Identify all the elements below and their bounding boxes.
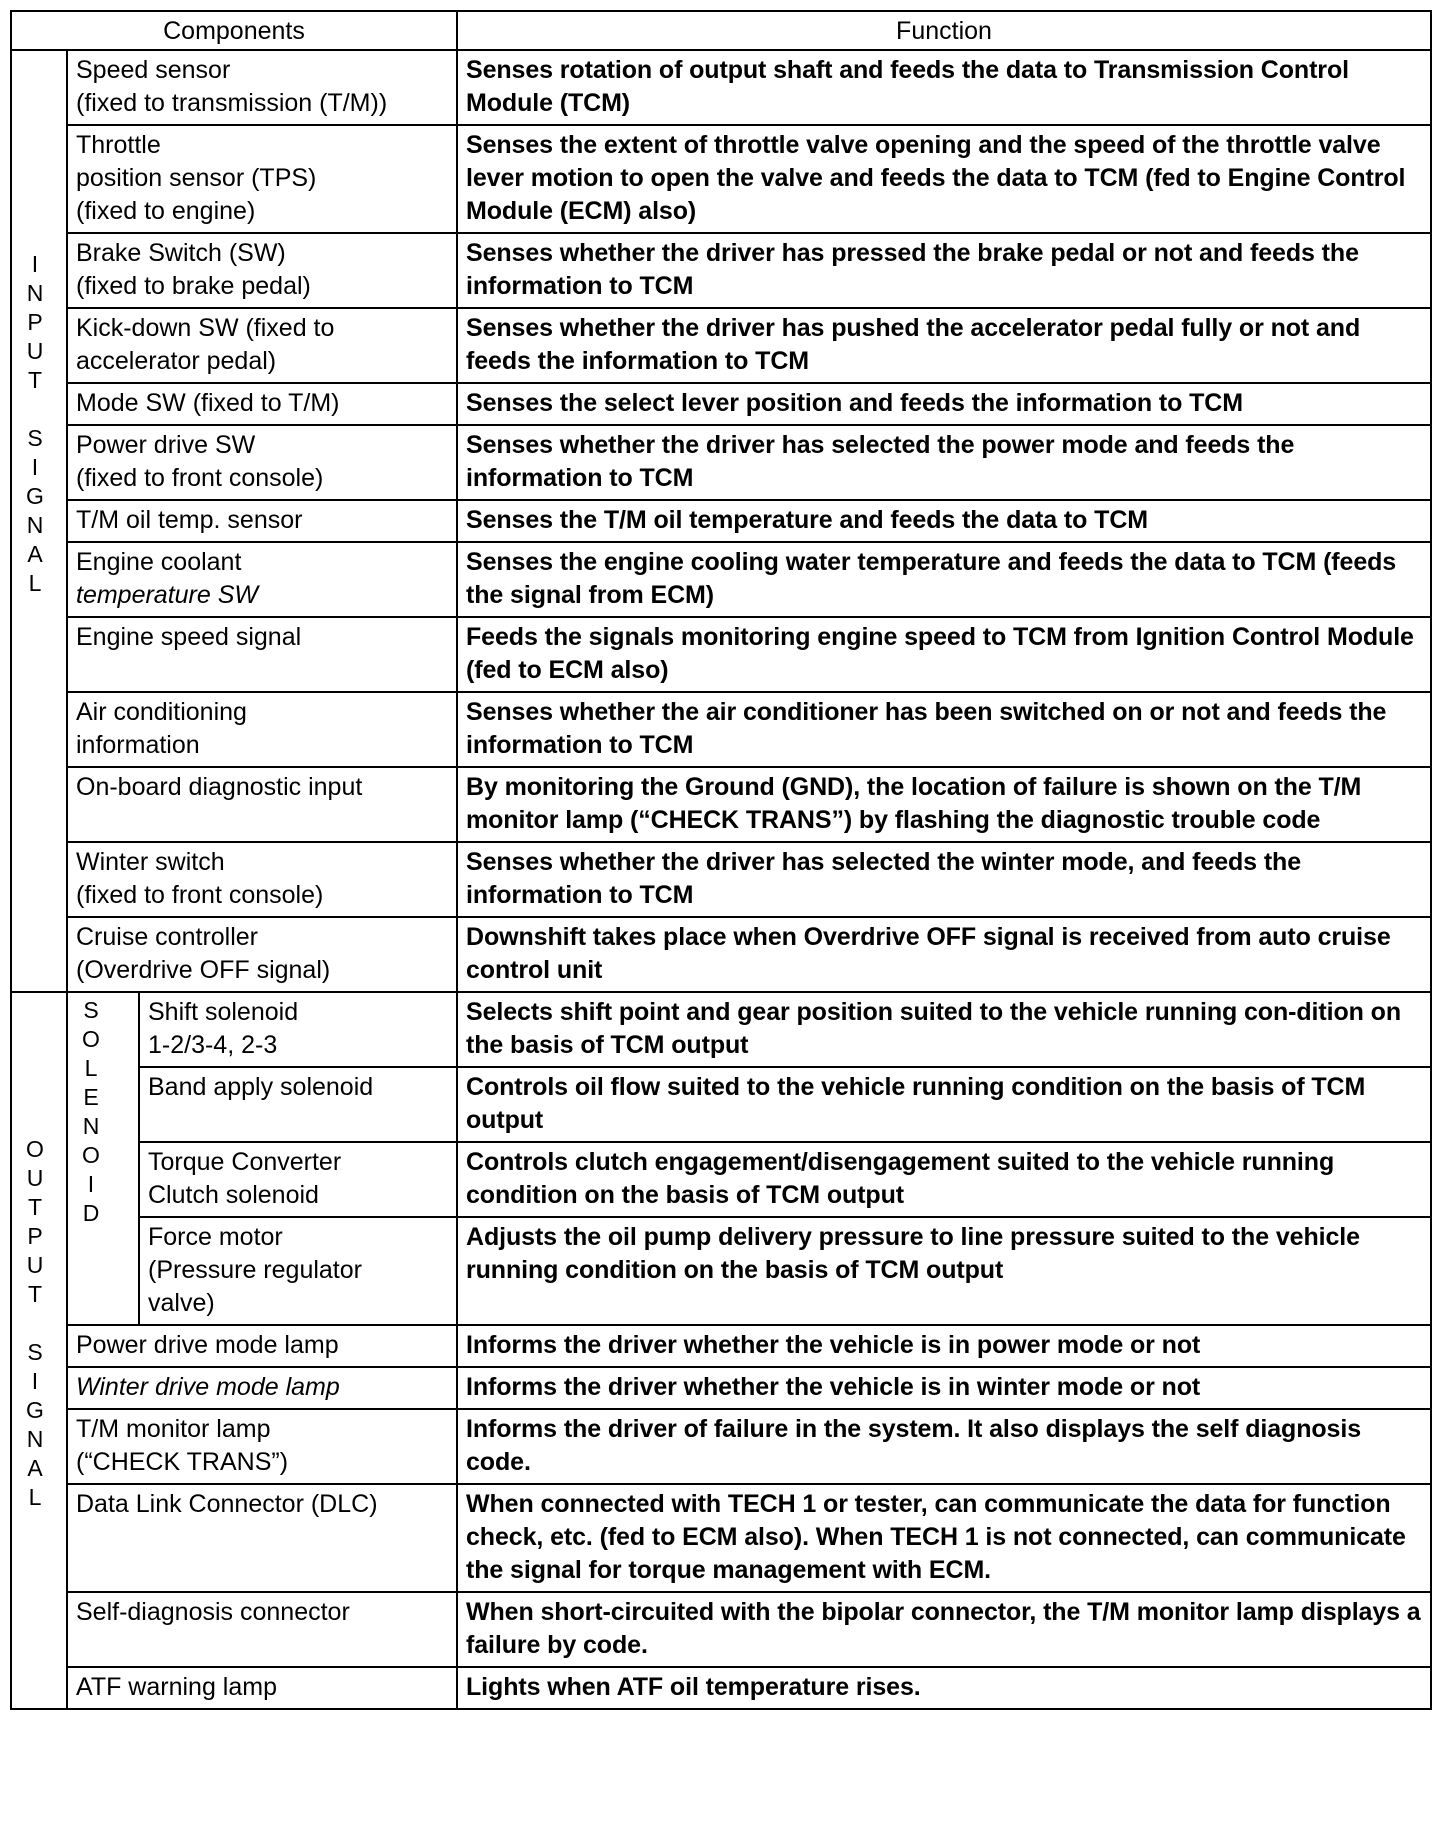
vertical-letter: N [82,1113,100,1139]
vertical-letter: U [26,1252,44,1278]
header-function: Function [457,11,1431,50]
function-cell: Adjusts the oil pump delivery pressure to line pressure suited to the vehicle running condition on the basis of TCM output [457,1217,1431,1325]
component-line: Air conditioning [76,698,247,726]
component-line: (Overdrive OFF signal) [76,956,331,984]
component-cell [139,992,457,1067]
vertical-letter: D [82,1200,100,1226]
component-cell [67,917,457,992]
vertical-letter: T [27,367,43,393]
component-line: Force motor [148,1223,283,1251]
function-cell: Senses whether the driver has pressed the brake pedal or not and feeds the information to TCM [457,233,1431,308]
component-line: information [76,731,200,759]
component-cell [67,542,457,617]
component-line: Self-diagnosis connector [76,1598,350,1626]
component-cell [67,1484,457,1592]
function-cell: Senses the T/M oil temperature and feeds the data to TCM [457,500,1431,542]
table-row [11,1325,1431,1367]
table-row [11,1592,1431,1667]
vertical-letter: L [28,570,42,596]
vertical-letter: T [27,1281,43,1307]
function-cell: Selects shift point and gear position suited to the vehicle running con-dition on the basis of TCM output [457,992,1431,1067]
table-row [11,617,1431,692]
vertical-letter: I [31,454,39,480]
vertical-letter: L [28,1484,42,1510]
table-row [11,917,1431,992]
table-row [11,1667,1431,1709]
component-cell [67,1667,457,1709]
component-line: position sensor (TPS) [76,164,317,192]
vertical-letter: E [83,1084,99,1110]
component-cell [139,1217,457,1325]
component-cell [67,500,457,542]
component-line: Clutch solenoid [148,1181,319,1209]
component-line: Winter switch [76,848,225,876]
component-line: Cruise controller [76,923,259,951]
vertical-label [20,1135,50,1512]
vertical-letter: N [26,1426,44,1452]
vertical-letter: A [27,1455,43,1481]
function-cell: Lights when ATF oil temperature rises. [457,1667,1431,1709]
vertical-letter: G [26,483,44,509]
component-line: T/M monitor lamp [76,1415,271,1443]
vertical-letter: I [31,1368,39,1394]
table-row [11,542,1431,617]
solenoid-label [67,992,139,1325]
vertical-letter: O [82,1026,100,1052]
table-row [11,425,1431,500]
component-line: Kick-down SW (fixed to [76,314,335,342]
component-line: T/M oil temp. sensor [76,506,303,534]
component-line: Torque Converter [148,1148,342,1176]
component-line: accelerator pedal) [76,347,277,375]
component-line: Speed sensor [76,56,231,84]
function-cell: Senses whether the air conditioner has been switched on or not and feeds the information to TCM [457,692,1431,767]
component-cell [139,1142,457,1217]
vertical-letter: S [83,997,99,1023]
component-line: On-board diagnostic input [76,773,363,801]
component-line: Power drive SW [76,431,256,459]
component-line: Band apply solenoid [148,1073,374,1101]
component-line: (fixed to front console) [76,881,324,909]
component-cell [67,233,457,308]
table-row [11,1142,1431,1217]
component-line: (“CHECK TRANS”) [76,1448,289,1476]
vertical-letter [20,395,50,424]
component-line: (fixed to transmission (T/M)) [76,89,388,117]
component-line: Engine coolant [76,548,242,576]
function-cell: Informs the driver whether the vehicle is in power mode or not [457,1325,1431,1367]
function-cell: Senses whether the driver has selected the power mode and feeds the information to TCM [457,425,1431,500]
table-row [11,842,1431,917]
component-line: Winter drive mode lamp [76,1373,340,1401]
page [10,10,1432,1710]
component-cell [67,383,457,425]
component-line: temperature SW [76,581,259,609]
vertical-letter: A [27,541,43,567]
header-components: Components [11,11,457,50]
function-cell: Feeds the signals monitoring engine speed to TCM from Ignition Control Module (fed to ECM also) [457,617,1431,692]
table-row [11,992,1431,1067]
vertical-letter: S [27,1339,43,1365]
table-row [11,308,1431,383]
component-line: (fixed to brake pedal) [76,272,311,300]
vertical-letter: P [27,309,43,335]
table-row [11,767,1431,842]
table-row [11,383,1431,425]
component-line: 1-2/3-4, 2-3 [148,1031,278,1059]
output-signal-label [11,992,67,1709]
table-row [11,233,1431,308]
component-line: valve) [148,1289,215,1317]
component-line: Mode SW (fixed to T/M) [76,389,340,417]
vertical-label [76,996,106,1228]
table-row [11,1217,1431,1325]
component-cell [67,1592,457,1667]
component-line: Shift solenoid [148,998,299,1026]
function-cell: Senses rotation of output shaft and feeds the data to Transmission Control Module (TCM) [457,50,1431,125]
component-cell [67,1409,457,1484]
vertical-letter: P [27,1223,43,1249]
vertical-letter: O [82,1142,100,1168]
input-signal-label [11,50,67,992]
component-cell [139,1067,457,1142]
component-line: Data Link Connector (DLC) [76,1490,378,1518]
vertical-letter: T [27,1194,43,1220]
function-cell: Senses the extent of throttle valve opening and the speed of the throttle valve lever motion to open the valve and feeds the data to TCM (fed to Engine Control Module (ECM) also) [457,125,1431,233]
component-cell [67,1325,457,1367]
table-row [11,500,1431,542]
component-line: Engine speed signal [76,623,302,651]
table-row [11,1409,1431,1484]
components-function-table [10,10,1432,1710]
table-row [11,125,1431,233]
vertical-label [20,250,50,598]
table-row [11,50,1431,125]
component-cell [67,842,457,917]
function-cell: Senses whether the driver has selected the winter mode, and feeds the information to TCM [457,842,1431,917]
vertical-letter: S [27,425,43,451]
vertical-letter: U [26,1165,44,1191]
function-cell: Senses the select lever position and feeds the information to TCM [457,383,1431,425]
component-cell [67,617,457,692]
function-cell: Senses whether the driver has pushed the accelerator pedal fully or not and feeds the information to TCM [457,308,1431,383]
header-row [11,11,1431,50]
component-line: (fixed to front console) [76,464,324,492]
function-cell: When short-circuited with the bipolar connector, the T/M monitor lamp displays a failure by code. [457,1592,1431,1667]
vertical-letter: I [87,1171,95,1197]
vertical-letter: I [31,251,39,277]
component-cell [67,50,457,125]
component-cell [67,425,457,500]
function-cell: Informs the driver whether the vehicle is in winter mode or not [457,1367,1431,1409]
function-cell: Informs the driver of failure in the system. It also displays the self diagnosis code. [457,1409,1431,1484]
function-cell: By monitoring the Ground (GND), the location of failure is shown on the T/M monitor lamp (“CHECK TRANS”) by flashing the diagnostic trouble code [457,767,1431,842]
function-cell: Downshift takes place when Overdrive OFF signal is received from auto cruise control unit [457,917,1431,992]
function-cell: Controls oil flow suited to the vehicle running condition on the basis of TCM output [457,1067,1431,1142]
component-cell [67,125,457,233]
component-line: Power drive mode lamp [76,1331,339,1359]
vertical-letter: N [26,280,44,306]
component-line: (fixed to engine) [76,197,256,225]
component-line: Brake Switch (SW) [76,239,286,267]
table-row [11,1067,1431,1142]
function-cell: Senses the engine cooling water temperature and feeds the data to TCM (feeds the signal from ECM) [457,542,1431,617]
component-line: ATF warning lamp [76,1673,277,1701]
component-cell [67,692,457,767]
table-row [11,692,1431,767]
table-row [11,1367,1431,1409]
component-cell [67,767,457,842]
vertical-letter: O [26,1136,44,1162]
table-body [11,50,1431,1709]
vertical-letter: L [84,1055,98,1081]
component-line: (Pressure regulator [148,1256,362,1284]
function-cell: Controls clutch engagement/disengagement suited to the vehicle running condition on the basis of TCM output [457,1142,1431,1217]
function-cell: When connected with TECH 1 or tester, can communicate the data for function check, etc. (fed to ECM also). When TECH 1 is not connected, can communicate the signal for torque management with ECM. [457,1484,1431,1592]
table-row [11,1484,1431,1592]
component-cell [67,1367,457,1409]
component-cell [67,308,457,383]
vertical-letter: G [26,1397,44,1423]
vertical-letter: N [26,512,44,538]
vertical-letter: U [26,338,44,364]
component-line: Throttle [76,131,161,159]
vertical-letter [20,1309,50,1338]
